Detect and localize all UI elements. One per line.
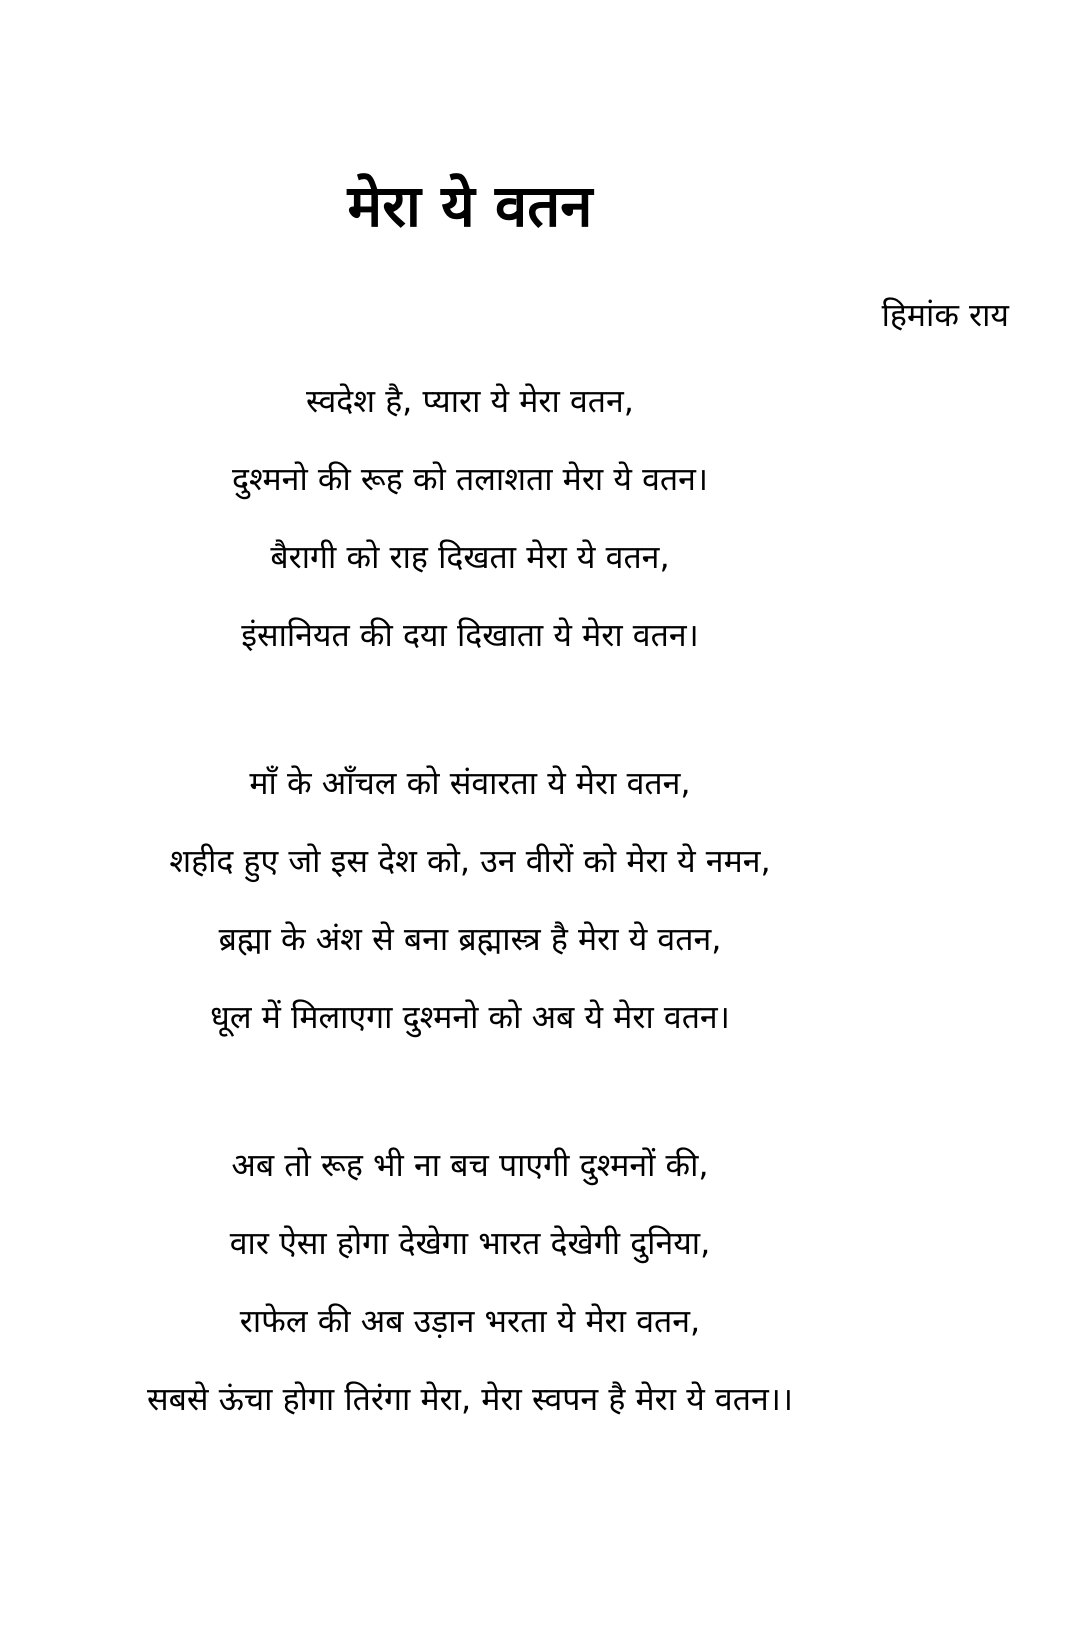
poem-author: हिमांक राय	[881, 296, 1009, 334]
poem-title: मेरा ये वतन	[347, 172, 593, 240]
poem-line: धूल में मिलाएगा दुश्मनो को अब ये मेरा वतन।	[210, 998, 730, 1036]
poem-line: इंसानियत की दया दिखाता ये मेरा वतन।	[241, 616, 699, 654]
stanza-3	[0, 1126, 940, 1438]
poem-line: राफेल की अब उड़ान भरता ये मेरा वतन,	[239, 1302, 701, 1340]
poem-line: सबसे ऊंचा होगा तिरंगा मेरा, मेरा स्वपन है मेरा ये वतन।।	[147, 1380, 793, 1418]
poem-line: वार ऐसा होगा देखेगा भारत देखेगी दुनिया,	[229, 1224, 711, 1262]
poem-line: दुश्मनो की रूह को तलाशता मेरा ये वतन।	[231, 460, 709, 498]
poem-line: स्वदेश है, प्यारा ये मेरा वतन,	[306, 382, 634, 420]
stanza-2	[0, 744, 940, 1056]
poem-line: माँ के आँचल को संवारता ये मेरा वतन,	[249, 764, 691, 802]
poem-line: बैरागी को राह दिखता मेरा ये वतन,	[270, 538, 670, 576]
stanza-1	[0, 362, 940, 674]
poem-line: ब्रह्मा के अंश से बना ब्रह्मास्त्र है मेरा ये वतन,	[218, 920, 722, 958]
poem-line: अब तो रूह भी ना बच पाएगी दुश्मनों की,	[231, 1146, 709, 1184]
poem-line: शहीद हुए जो इस देश को, उन वीरों को मेरा ये नमन,	[169, 842, 771, 880]
